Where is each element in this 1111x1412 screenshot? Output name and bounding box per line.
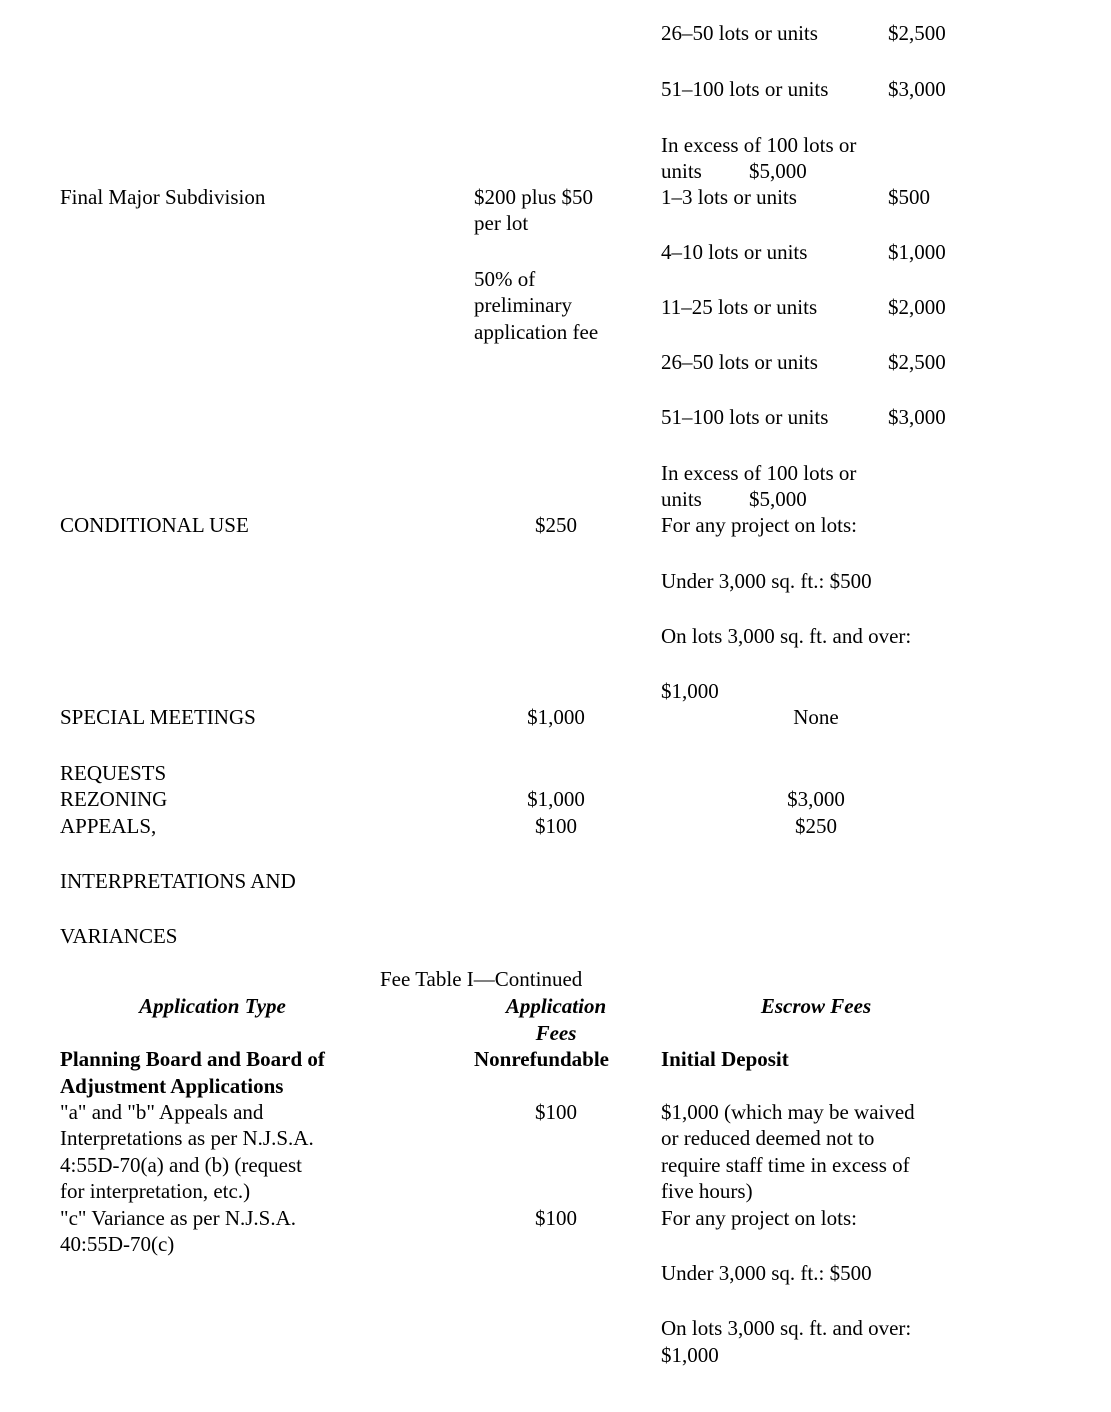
appeals-escrow: $250: [795, 814, 837, 838]
c-variance-escrow: For any project on lots:: [661, 1206, 857, 1230]
conditional-use-escrow: On lots 3,000 sq. ft. and over:: [661, 624, 912, 648]
tier-label: 26–50 lots or units: [661, 350, 818, 374]
fee-table-caption: Fee Table I—Continued: [380, 967, 583, 991]
header-application-fees: Application: [505, 994, 607, 1018]
excess-units: units: [661, 159, 702, 183]
header-escrow-fees: Escrow Fees: [760, 994, 872, 1018]
excess-line: In excess of 100 lots or: [661, 461, 857, 485]
ab-appeals-type: Interpretations as per N.J.S.A.: [60, 1126, 314, 1150]
ab-appeals-escrow: five hours): [661, 1179, 753, 1203]
excess-units: units: [661, 487, 702, 511]
appeals-fee: $100: [535, 814, 577, 838]
ab-appeals-type: for interpretation, etc.): [60, 1179, 251, 1203]
tier-amount: $1,000: [888, 240, 946, 264]
ab-appeals-escrow: $1,000 (which may be waived: [661, 1100, 915, 1124]
header-application-fees: Fees: [535, 1021, 577, 1045]
c-variance-escrow: Under 3,000 sq. ft.: $500: [661, 1261, 872, 1285]
conditional-use-escrow: For any project on lots:: [661, 513, 857, 537]
ab-appeals-type: "a" and "b" Appeals and: [60, 1100, 264, 1124]
header-application-type: Application Type: [139, 994, 286, 1018]
conditional-use-fee: $250: [535, 513, 577, 537]
tier-label: 11–25 lots or units: [661, 295, 818, 319]
c-variance-fee: $100: [535, 1206, 577, 1230]
subheader-applications: Planning Board and Board of: [60, 1047, 325, 1071]
final-major-fee: per lot: [474, 211, 529, 235]
tier-amount: $2,500: [888, 21, 946, 45]
special-meetings-fee: $1,000: [527, 705, 585, 729]
tier-label: 1–3 lots or units: [661, 185, 797, 209]
excess-line: In excess of 100 lots or: [661, 133, 857, 157]
rezoning-fee: $1,000: [527, 787, 585, 811]
tier-label: 4–10 lots or units: [661, 240, 808, 264]
ab-appeals-type: 4:55D-70(a) and (b) (request: [60, 1153, 302, 1177]
conditional-use-escrow: Under 3,000 sq. ft.: $500: [661, 569, 872, 593]
excess-amount: $5,000: [749, 159, 807, 183]
rezoning-label: REZONING: [60, 787, 168, 811]
tier-amount: $2,500: [888, 350, 946, 374]
interpretations-label: INTERPRETATIONS AND: [60, 869, 296, 893]
tier-amount: $3,000: [888, 77, 946, 101]
tier-label: 26–50 lots or units: [661, 21, 818, 45]
subheader-initial-deposit: Initial Deposit: [661, 1047, 789, 1071]
final-major-fee-note: application fee: [474, 320, 599, 344]
tier-label: 51–100 lots or units: [661, 77, 829, 101]
subheader-applications: Adjustment Applications: [60, 1074, 284, 1098]
requests-label: REQUESTS: [60, 761, 167, 785]
final-major-fee: $200 plus $50: [474, 185, 594, 209]
final-major-subdivision-label: Final Major Subdivision: [60, 185, 266, 209]
final-major-fee-note: 50% of: [474, 267, 536, 291]
c-variance-type: "c" Variance as per N.J.S.A.: [60, 1206, 297, 1230]
rezoning-escrow: $3,000: [787, 787, 845, 811]
c-variance-escrow: On lots 3,000 sq. ft. and over:: [661, 1316, 912, 1340]
final-major-fee-note: preliminary: [474, 293, 572, 317]
ab-appeals-escrow: or reduced deemed not to: [661, 1126, 875, 1150]
special-meetings-label: SPECIAL MEETINGS: [60, 705, 256, 729]
tier-amount: $500: [888, 185, 930, 209]
conditional-use-escrow: $1,000: [661, 679, 719, 703]
tier-amount: $2,000: [888, 295, 946, 319]
c-variance-type: 40:55D-70(c): [60, 1232, 175, 1256]
tier-amount: $3,000: [888, 405, 946, 429]
excess-amount: $5,000: [749, 487, 807, 511]
variances-label: VARIANCES: [60, 924, 178, 948]
tier-label: 51–100 lots or units: [661, 405, 829, 429]
subheader-nonrefundable: Nonrefundable: [474, 1047, 609, 1071]
ab-appeals-escrow: require staff time in excess of: [661, 1153, 910, 1177]
c-variance-escrow: $1,000: [661, 1343, 719, 1367]
special-meetings-escrow: None: [793, 705, 839, 729]
ab-appeals-fee: $100: [535, 1100, 577, 1124]
appeals-label: APPEALS,: [60, 814, 157, 838]
conditional-use-label: CONDITIONAL USE: [60, 513, 249, 537]
